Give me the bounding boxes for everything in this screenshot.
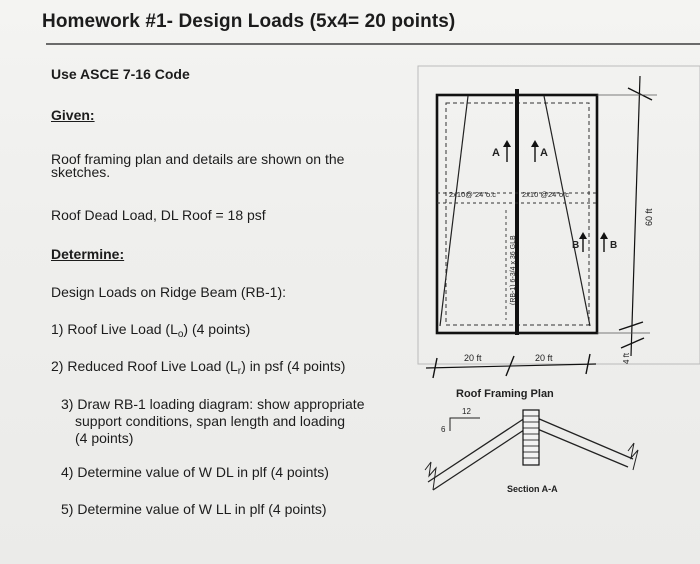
roof-framing-plan — [426, 76, 657, 400]
section-a-arrowhead — [503, 140, 511, 147]
determine-heading: Determine: — [51, 246, 125, 262]
joist-label-right: 2x10 @24"o.c — [522, 190, 569, 199]
rafter-left-bottom — [433, 428, 527, 490]
question-2-subscript: r — [237, 366, 242, 377]
ridge-beam-section — [523, 410, 539, 465]
dimension-20ft-right: 20 ft — [535, 353, 553, 363]
given-text-line2: sketches. — [51, 164, 111, 180]
joist-diagonal-left — [440, 96, 468, 326]
joist-diagonal-right — [544, 96, 590, 326]
section-b-arrowhead — [579, 232, 587, 239]
question-2-tail: ) in psf (4 points) — [241, 358, 346, 374]
page-title: Homework #1- Design Loads (5x4= 20 points) — [42, 11, 456, 32]
dimension-tick — [619, 322, 643, 330]
question-4: 4) Determine value of W DL in plf (4 points) — [61, 464, 329, 480]
question-1-main: 1) Roof Live Load (L — [51, 321, 178, 337]
section-b-label-left: B — [572, 240, 580, 251]
dimension-20ft-left: 20 ft — [464, 353, 482, 363]
slope-rise: 6 — [441, 425, 446, 434]
ridge-beam-label: (RB-1) 6-3/4 x 36 GLB — [510, 235, 517, 305]
dimension-60ft: 60 ft — [644, 208, 654, 226]
design-loads-text: Design Loads on Ridge Beam (RB-1): — [51, 284, 287, 300]
section-a-a — [425, 407, 638, 494]
dimension-4ft: 4 ft — [622, 352, 631, 364]
section-a-label-left: A — [492, 147, 500, 159]
rafter-right-bottom — [535, 428, 628, 467]
dead-load-text: Roof Dead Load, DL Roof = 18 psf — [51, 207, 266, 223]
code-reference: Use ASCE 7-16 Code — [51, 66, 190, 82]
section-b-arrowhead — [600, 232, 608, 239]
dimension-line-vertical — [631, 76, 640, 356]
joist-label-left: 2x10@ 24"o.c — [449, 190, 496, 199]
break-mark-right — [628, 443, 638, 470]
question-2-main: 2) Reduced Roof Live Load (L — [51, 358, 238, 374]
question-5: 5) Determine value of W LL in plf (4 points) — [61, 501, 327, 517]
break-mark-left — [425, 462, 436, 490]
question-1-tail: ) (4 points) — [183, 321, 251, 337]
given-text-line1: Roof framing plan and details are shown on the — [51, 151, 345, 167]
question-3-line3: (4 points) — [75, 430, 134, 446]
section-a-label-right: A — [540, 147, 548, 159]
question-3-line1: 3) Draw RB-1 loading diagram: show appropriate — [61, 396, 365, 412]
drawing-frame — [418, 66, 700, 364]
given-heading: Given: — [51, 107, 95, 123]
question-3-line2: support conditions, span length and loading — [75, 413, 346, 429]
question-1-subscript: o — [177, 329, 184, 340]
plan-caption: Roof Framing Plan — [456, 388, 554, 400]
dimension-tick — [621, 338, 644, 348]
rafter-right-top — [537, 418, 633, 459]
section-a-arrowhead — [531, 140, 539, 147]
section-b-label-right: B — [610, 240, 618, 251]
slope-indicator — [450, 418, 480, 431]
slope-run: 12 — [462, 407, 471, 416]
section-caption: Section A-A — [507, 484, 558, 494]
